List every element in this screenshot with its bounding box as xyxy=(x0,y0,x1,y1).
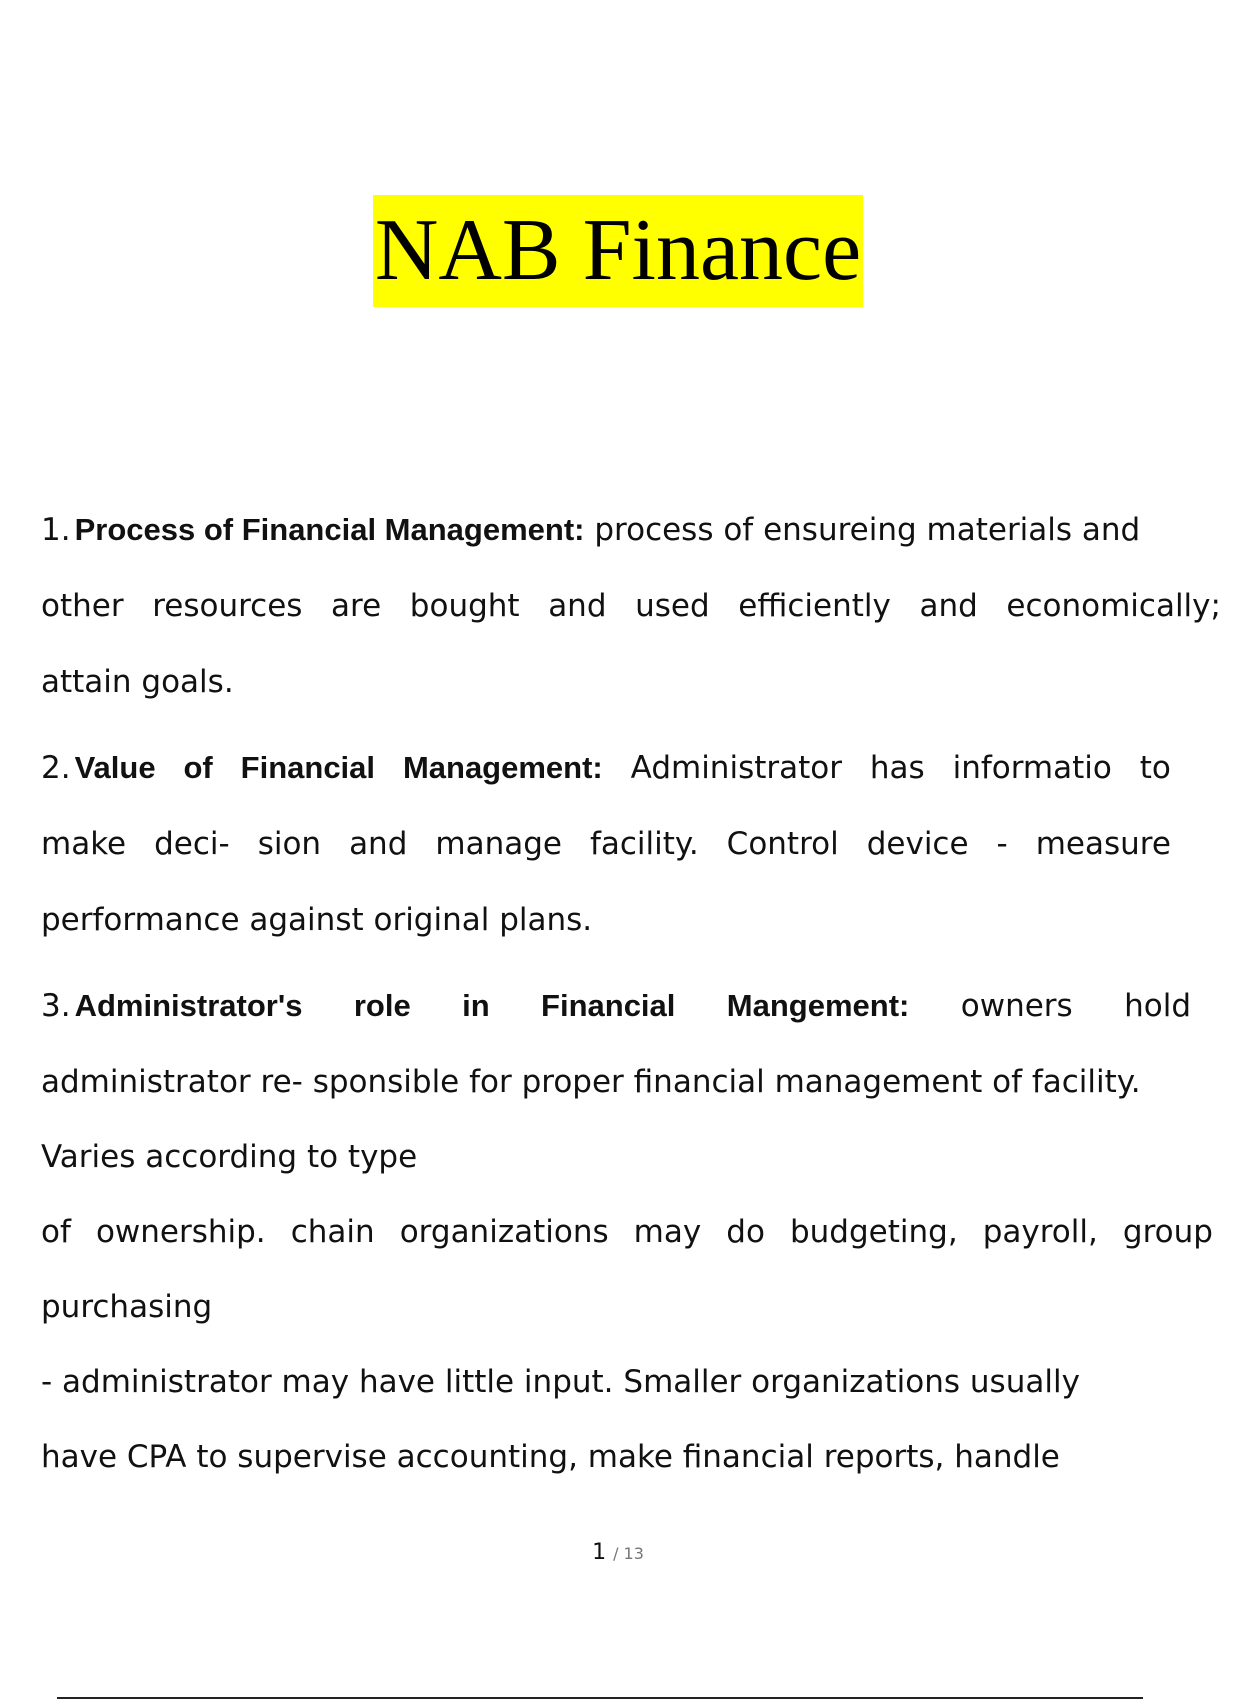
page-total: / 13 xyxy=(613,1544,644,1563)
word: owners xyxy=(960,988,1073,1024)
document-body xyxy=(41,511,1221,1476)
title-wrapper xyxy=(0,195,1236,307)
item-1-text: process of ensureing materials and xyxy=(594,512,1141,548)
item-2-heading-word: of xyxy=(183,750,213,785)
item-3-heading-word: Administrator's xyxy=(74,988,303,1023)
item-1-line-2 xyxy=(41,587,1221,625)
item-2-line-1 xyxy=(41,749,1171,787)
page-current: 1 xyxy=(592,1540,607,1565)
word: payroll, xyxy=(982,1214,1098,1250)
word: do xyxy=(726,1214,765,1250)
item-3-line-6-text: - administrator may have little input. Smaller organizations usually xyxy=(41,1364,1080,1400)
word: organizations xyxy=(399,1214,609,1250)
item-3-line-3-text: Varies according to type xyxy=(41,1139,418,1175)
word: used xyxy=(635,588,710,624)
item-1-line-1 xyxy=(41,511,1201,549)
item-3-heading-word: in xyxy=(462,988,490,1023)
page-number xyxy=(0,1540,1236,1565)
word: - xyxy=(996,826,1008,862)
item-1-line-3-text: attain goals. xyxy=(41,664,234,700)
item-3-line-2-text: administrator re- sponsible for proper financial management of facility. xyxy=(41,1064,1141,1100)
item-2-line-2 xyxy=(41,825,1171,863)
word: facility. xyxy=(589,826,699,862)
item-3-line-5-text: purchasing xyxy=(41,1289,213,1325)
document-title: NAB Finance xyxy=(373,195,863,307)
item-2-heading-word: Management: xyxy=(402,750,603,785)
item-2-heading-word: Financial xyxy=(240,750,376,785)
word: hold xyxy=(1124,988,1191,1024)
item-3-line-4 xyxy=(41,1213,1213,1251)
word: may xyxy=(633,1214,702,1250)
item-3-line-2 xyxy=(41,1063,1201,1101)
item-3-heading-word: role xyxy=(353,988,411,1023)
word: group xyxy=(1122,1214,1213,1250)
word: are xyxy=(331,588,382,624)
word: deci- xyxy=(154,826,230,862)
item-3-heading-word: Financial xyxy=(541,988,676,1023)
word: Administrator xyxy=(630,750,842,786)
item-3-line-3 xyxy=(41,1138,1201,1176)
word: and xyxy=(919,588,978,624)
item-3-line-6 xyxy=(41,1363,1201,1401)
word: informatio xyxy=(952,750,1112,786)
item-1-heading: Process of Financial Management: xyxy=(74,512,585,547)
word: sion xyxy=(257,826,322,862)
item-3-line-1 xyxy=(41,987,1191,1025)
word: resources xyxy=(152,588,303,624)
item-2-line-3-text: performance against original plans. xyxy=(41,902,593,938)
word: budgeting, xyxy=(789,1214,958,1250)
item-3-line-5 xyxy=(41,1288,1201,1326)
item-1-number: 1. xyxy=(41,512,71,548)
item-2-line-3 xyxy=(41,901,1201,939)
word: to xyxy=(1139,750,1171,786)
word: device xyxy=(866,826,969,862)
word: chain xyxy=(290,1214,375,1250)
word: and xyxy=(349,826,408,862)
item-3-heading-word: Mangement: xyxy=(726,988,910,1023)
item-3-line-7-text: have CPA to supervise accounting, make financial reports, handle xyxy=(41,1439,1060,1475)
word: Control xyxy=(726,826,839,862)
item-2-heading-word: Value xyxy=(74,750,156,785)
word: ownership. xyxy=(95,1214,266,1250)
item-2-number: 2. xyxy=(41,750,71,786)
word: other xyxy=(41,588,124,624)
item-3-number: 3. xyxy=(41,988,71,1024)
page-divider xyxy=(57,1697,1143,1699)
word: bought xyxy=(409,588,520,624)
word: manage xyxy=(435,826,562,862)
item-3-line-7 xyxy=(41,1438,1201,1476)
word: economically; xyxy=(1006,588,1221,624)
word: make xyxy=(41,826,127,862)
word: efficiently xyxy=(738,588,891,624)
word: of xyxy=(41,1214,71,1250)
word: has xyxy=(869,750,925,786)
word: measure xyxy=(1035,826,1171,862)
word: and xyxy=(548,588,607,624)
item-1-line-3 xyxy=(41,663,1201,701)
